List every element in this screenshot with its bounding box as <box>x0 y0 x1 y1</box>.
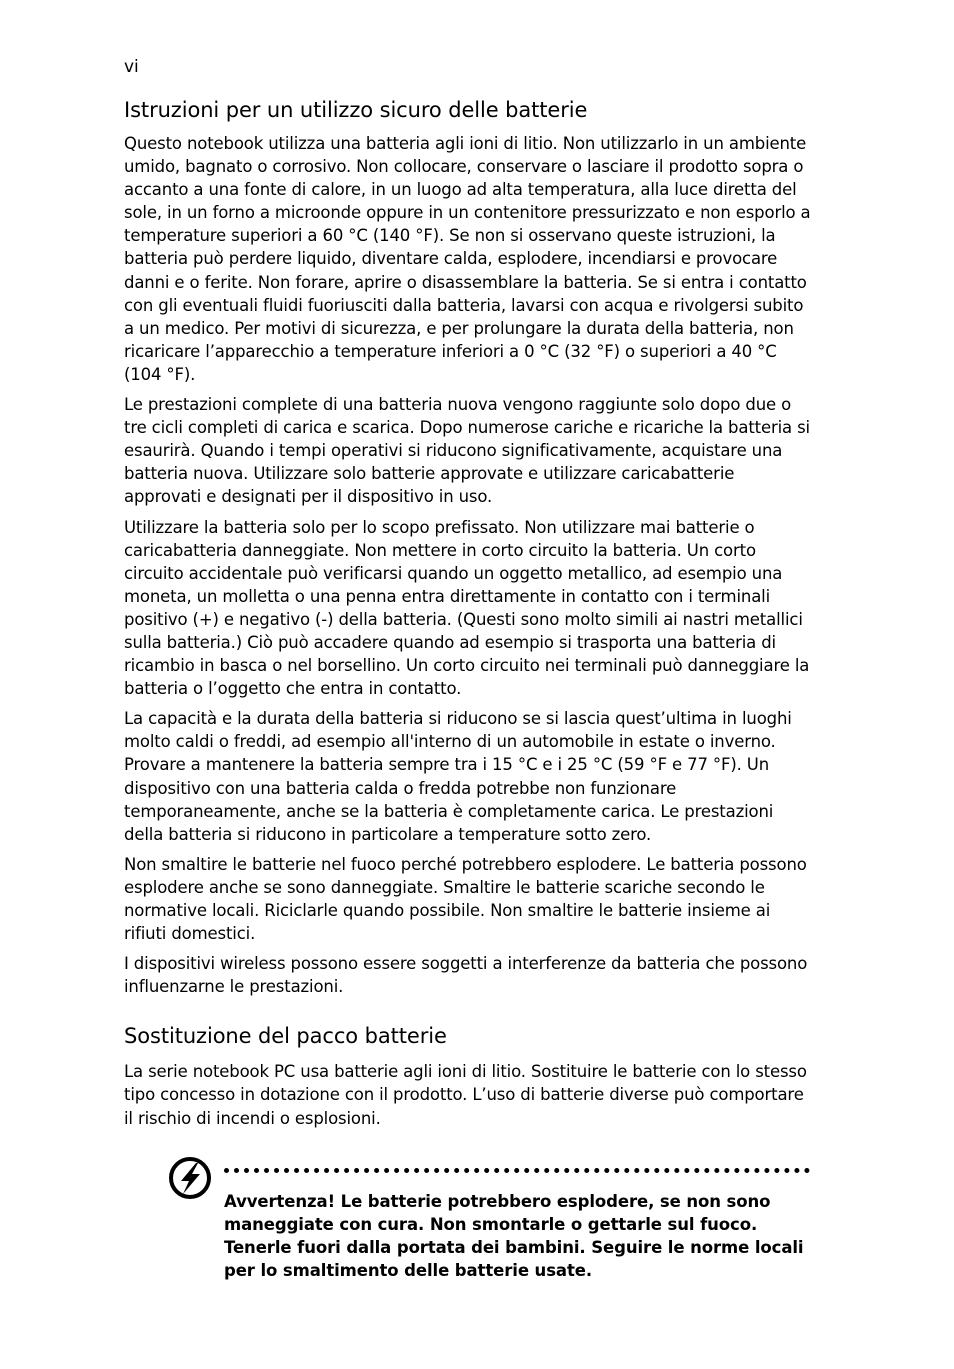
paragraph: La capacità e la durata della batteria si riducono se si lascia quest’ultima in luoghi molto caldi o freddi, ad esempio all'interno di un automobile in estate o inverno. Provare a mantenere la batteria sempre tra i 15 °C e i 25 °C (59 °F e 77 °F). Un dispositivo con una batteria calda o fredda potrebbe non funzionare temporaneamente, anche se la batteria è completamente carica. Le prestazioni della batteria si riducono in particolare a temperature sotto zero. <box>124 709 792 844</box>
warning-callout <box>124 1150 814 1290</box>
page-number: vi <box>124 57 139 77</box>
paragraph: I dispositivi wireless possono essere soggetti a interferenze da batteria che possono influenzarne le prestazioni. <box>124 954 808 997</box>
section-title-battery-safety: Istruzioni per un utilizzo sicuro delle batterie <box>124 98 588 122</box>
lightning-warning-icon <box>168 1156 212 1200</box>
document-body <box>124 96 814 1290</box>
section-title-battery-replacement: Sostituzione del pacco batterie <box>124 1024 447 1049</box>
warning-text: Avvertenza! Le batterie potrebbero esplodere, se non sono maneggiate con cura. Non smontarle o gettarle sul fuoco. Tenerle fuori dalla portata dei bambini. Seguire le norme locali per lo smaltimento delle batterie usate. <box>224 1191 804 1280</box>
paragraph: Utilizzare la batteria solo per lo scopo prefissato. Non utilizzare mai batterie o caricabatteria danneggiate. Non mettere in corto circuito la batteria. Un corto circuito accidentale può verificarsi quando un oggetto metallico, ad esempio una moneta, un molletta o una penna entra direttamente in contatto con i terminali positivo (+) e negativo (-) della batteria. (Questi sono molto simili ai nastri metallici sulla batteria.) Ciò può accadere quando ad esempio si trasporta una batteria di ricambio in basca o nel borsellino. Un corto circuito nei terminali può danneggiare la batteria o l’oggetto che entra in contatto. <box>124 517 810 699</box>
paragraph: Non smaltire le batterie nel fuoco perché potrebbero esplodere. Le batteria possono esplodere anche se sono danneggiate. Smaltire le batterie scariche secondo le normative locali. Riciclarle quando possibile. Non smaltire le batterie insieme ai rifiuti domestici. <box>124 854 807 944</box>
paragraph: La serie notebook PC usa batterie agli ioni di litio. Sostituire le batterie con lo stesso tipo concesso in dotazione con il prodotto. L’uso di batterie diverse può comportare il rischio di incendi o esplosioni. <box>124 1062 807 1128</box>
paragraph: Questo notebook utilizza una batteria agli ioni di litio. Non utilizzarlo in un ambiente umido, bagnato o corrosivo. Non collocare, conservare o lasciare il prodotto sopra o accanto a una fonte di calore, in un luogo ad alta temperatura, alla luce diretta del sole, in un forno a microonde oppure in un contenitore pressurizzato e non esporlo a temperature superiori a 60 °C (140 °F). Se non si osservano queste istruzioni, la batteria può perdere liquido, diventare calda, esplodere, incendiarsi e provocare danni e o ferite. Non forare, aprire o disassemblare la batteria. Se si entra i contatto con gli eventuali fluidi fuoriusciti dalla batteria, lavarsi con acqua e rivolgersi subito a un medico. Per motivi di sicurezza, e per prolungare la durata della batteria, non ricaricare l’apparecchio a temperature inferiori a 0 °C (32 °F) o superiori a 40 °C (104 °F). <box>124 134 811 384</box>
warning-divider <box>224 1168 810 1173</box>
paragraph: Le prestazioni complete di una batteria nuova vengono raggiunte solo dopo due o tre cicli completi di carica e scarica. Dopo numerose cariche e ricariche la batteria si esaurirà. Quando i tempi operativi si riducono significativamente, acquistare una batteria nuova. Utilizzare solo batterie approvate e utilizzare caricabatterie approvati e designati per il dispositivo in uso. <box>124 395 810 507</box>
